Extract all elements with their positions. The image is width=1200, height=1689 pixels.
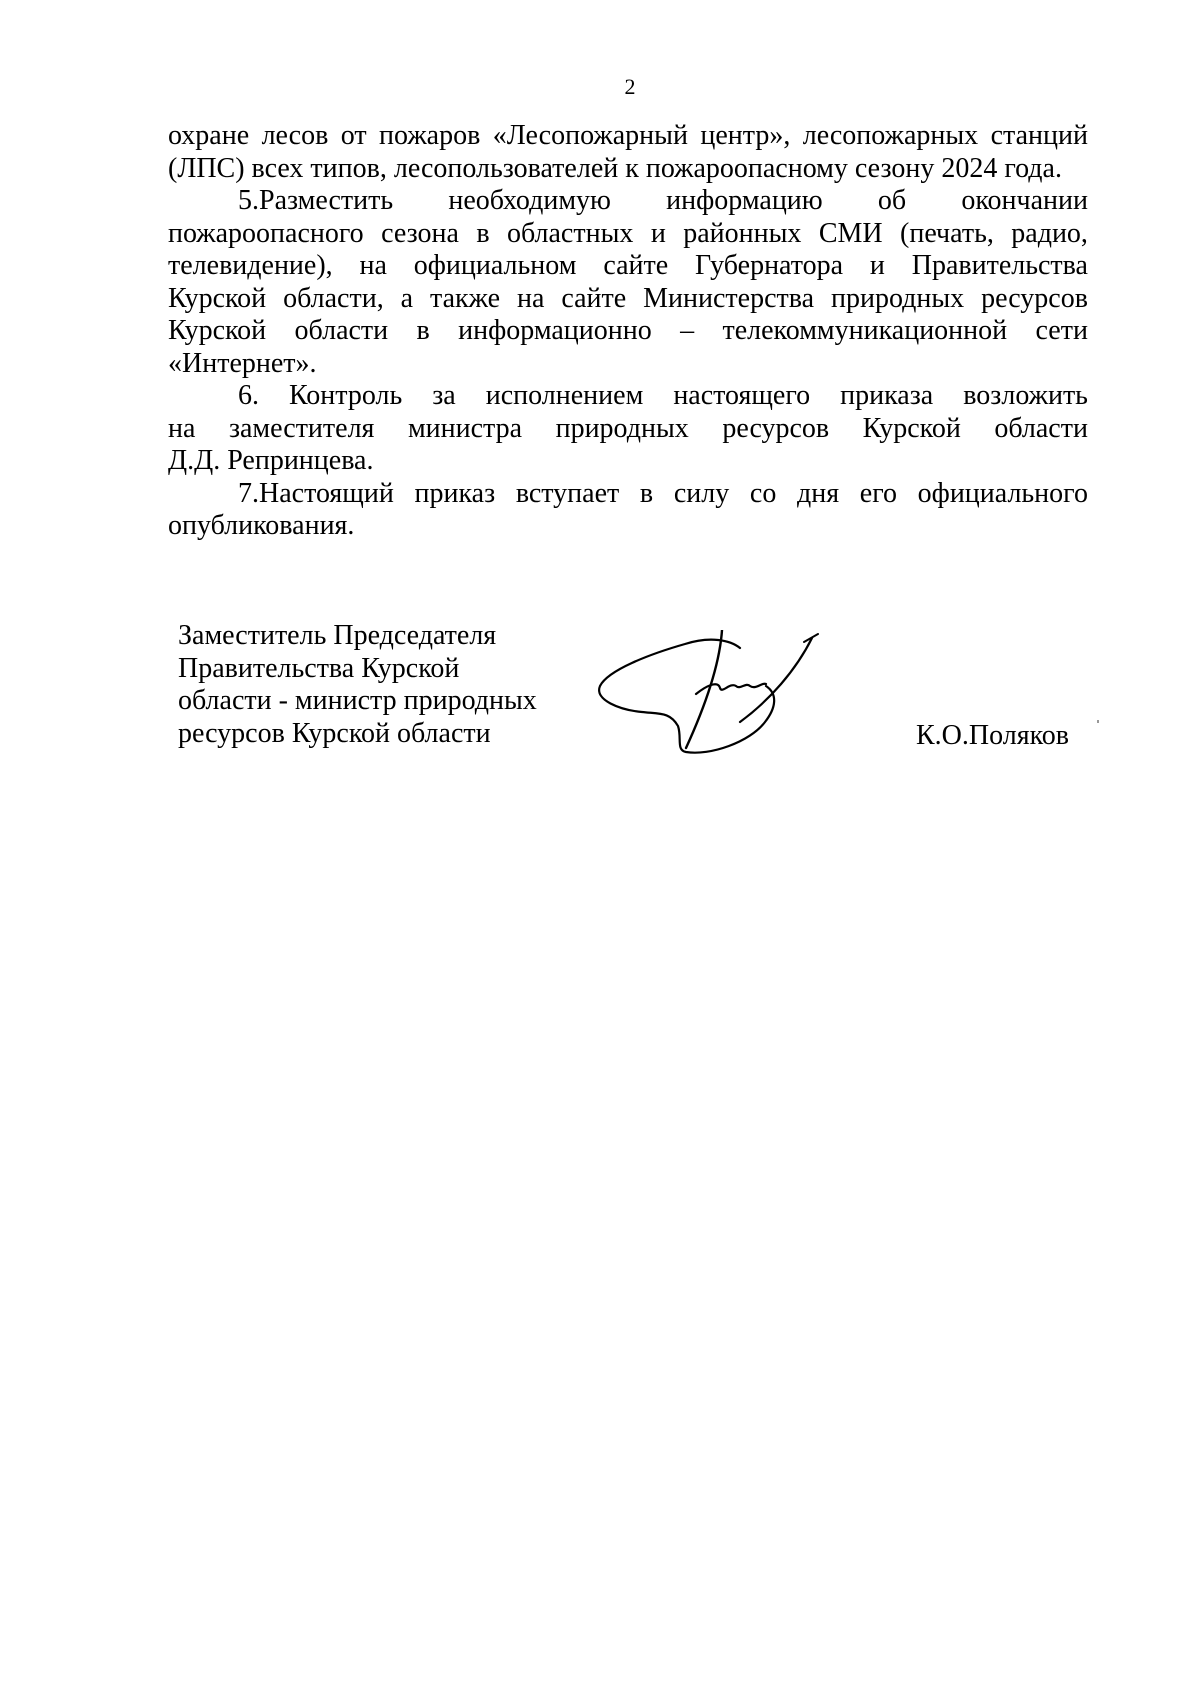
word: областных bbox=[506, 217, 634, 249]
signatory-position-line: области - министр природных bbox=[178, 685, 537, 716]
word: приказа bbox=[840, 380, 934, 411]
word: 7.Настоящий bbox=[238, 477, 394, 509]
paragraph-line bbox=[168, 413, 1088, 446]
word: области, bbox=[283, 282, 384, 314]
word: в bbox=[416, 315, 430, 346]
word: телекоммуникационной bbox=[722, 315, 1008, 346]
word: Губернатора bbox=[695, 250, 844, 281]
paragraph-line bbox=[168, 250, 1088, 283]
word: Министерства bbox=[643, 282, 815, 314]
word: заместителя bbox=[228, 412, 375, 444]
signatory-position bbox=[178, 620, 537, 750]
paragraph-line: «Интернет». bbox=[168, 347, 317, 379]
word: сайте bbox=[561, 282, 627, 314]
paragraph-line: (ЛПС) всех типов, лесопользователей к пожароопасному сезону 2024 года. bbox=[168, 152, 1062, 184]
word: Курской bbox=[168, 282, 267, 314]
word: от bbox=[340, 120, 367, 151]
word: на bbox=[359, 250, 387, 281]
handwritten-signature bbox=[590, 630, 830, 760]
word: его bbox=[859, 477, 897, 509]
word: пожароопасного bbox=[168, 217, 364, 249]
word: а bbox=[400, 282, 414, 314]
word: (печать, bbox=[900, 217, 994, 249]
paragraph-line bbox=[168, 315, 1088, 348]
word: приказ bbox=[414, 477, 496, 509]
word: лесопожарных bbox=[802, 120, 979, 151]
word: «Лесопожарный bbox=[492, 120, 688, 151]
word: настоящего bbox=[673, 380, 811, 411]
word: Курской bbox=[862, 412, 961, 444]
word: и bbox=[650, 217, 666, 249]
signatory-position-line: Правительства Курской bbox=[178, 652, 460, 684]
paragraph-line bbox=[168, 283, 1088, 316]
word: официального bbox=[917, 477, 1088, 509]
signatory-name: К.О.Поляков bbox=[916, 720, 1070, 751]
word: со bbox=[749, 477, 777, 509]
word: официальном bbox=[413, 250, 577, 281]
word: в bbox=[476, 217, 490, 249]
paragraph-5-line-1: 5.Разместить необходимую информацию об окончании bbox=[238, 185, 1088, 216]
word: сайте bbox=[603, 250, 669, 281]
paragraph-line bbox=[168, 218, 1088, 251]
paragraph-7-line-1 bbox=[168, 478, 1088, 511]
word: Контроль bbox=[289, 380, 403, 411]
word: в bbox=[639, 477, 654, 509]
word: пожаров bbox=[379, 120, 481, 151]
word: 6. bbox=[238, 380, 259, 411]
word: Курской bbox=[168, 315, 267, 346]
word: области bbox=[294, 315, 389, 346]
word: дня bbox=[797, 477, 840, 509]
word: вступает bbox=[515, 477, 620, 509]
word: министра bbox=[407, 412, 523, 444]
word: центр», bbox=[700, 120, 791, 151]
word: лесов bbox=[261, 120, 329, 151]
word: за bbox=[432, 380, 456, 411]
word: телевидение), bbox=[168, 250, 333, 281]
word: природных bbox=[830, 282, 965, 314]
word: исполнением bbox=[485, 380, 644, 411]
paragraph-line: опубликования. bbox=[168, 510, 355, 541]
word: Правительства bbox=[911, 250, 1088, 281]
scan-speck bbox=[1097, 720, 1099, 723]
document-body bbox=[168, 120, 1088, 543]
word: районных bbox=[683, 217, 802, 249]
signatory-position-line: Заместитель Председателя bbox=[178, 620, 497, 651]
word: ресурсов bbox=[722, 412, 830, 444]
word: радио, bbox=[1011, 217, 1088, 249]
word: информационно bbox=[458, 315, 652, 346]
word: и bbox=[869, 250, 885, 281]
word: силу bbox=[673, 477, 730, 509]
paragraph-6-line-1 bbox=[168, 380, 1088, 413]
word: станций bbox=[990, 120, 1088, 151]
word: возложить bbox=[963, 380, 1088, 411]
word: области bbox=[994, 412, 1088, 444]
signatory-position-line: ресурсов Курской области bbox=[178, 717, 491, 749]
word: на bbox=[516, 282, 545, 314]
paragraph-line bbox=[168, 120, 1088, 153]
word: – bbox=[680, 315, 695, 346]
word: ресурсов bbox=[981, 282, 1088, 314]
word: природных bbox=[555, 412, 689, 444]
paragraph-line: Д.Д. Репринцева. bbox=[168, 445, 374, 476]
page-number: 2 bbox=[624, 74, 636, 99]
word: сети bbox=[1035, 315, 1088, 346]
word: на bbox=[168, 412, 196, 444]
word: СМИ bbox=[818, 217, 883, 249]
word: охране bbox=[168, 120, 250, 151]
word: также bbox=[430, 282, 501, 314]
word: сезона bbox=[381, 217, 459, 249]
